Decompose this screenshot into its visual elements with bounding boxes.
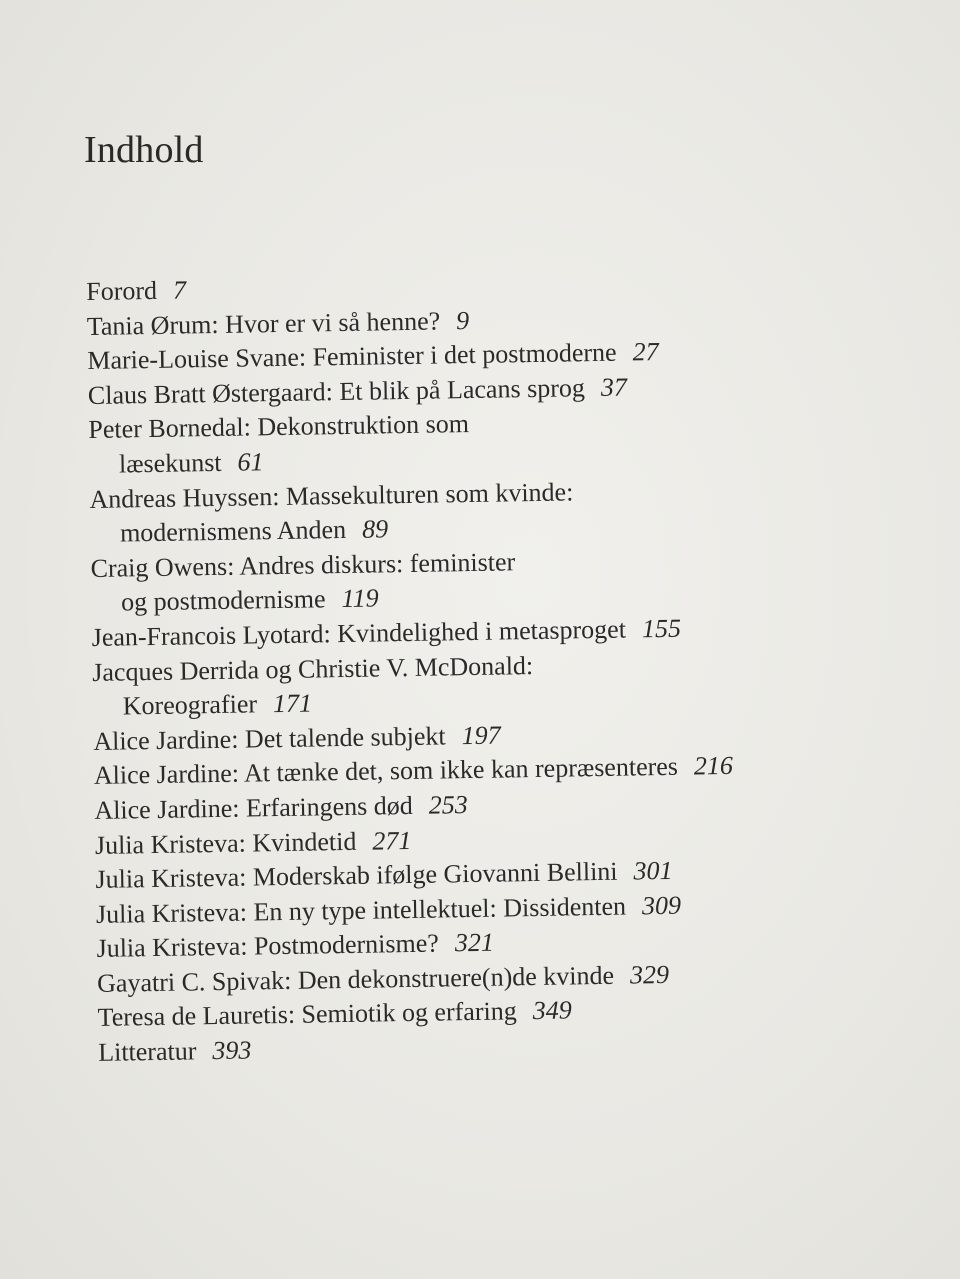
entry-page: 216 bbox=[693, 751, 734, 781]
entry-page: 37 bbox=[600, 372, 628, 402]
entry-title: Julia Kristeva: Postmodernisme? bbox=[96, 928, 440, 964]
entry-page: 197 bbox=[461, 720, 501, 750]
entry-page: 61 bbox=[237, 447, 264, 477]
entry-page: 171 bbox=[272, 688, 313, 719]
entry-title: Julia Kristeva: Kvindetid bbox=[94, 826, 357, 860]
entry-page: 7 bbox=[172, 275, 187, 305]
entry-title: Gayatri C. Spivak: Den dekonstruere(n)de kvinde bbox=[96, 960, 615, 998]
entry-title-cont: modernismens Anden bbox=[119, 515, 347, 548]
entry-title: Teresa de Lauretis: Semiotik og erfaring bbox=[97, 996, 517, 1033]
entry-title: Peter Bornedal: Dekonstruktion som bbox=[88, 409, 470, 445]
entry-title: Jacques Derrida og Christie V. McDonald: bbox=[92, 650, 534, 687]
entry-page: 393 bbox=[212, 1035, 252, 1066]
entry-page: 349 bbox=[532, 995, 572, 1026]
entry-page: 301 bbox=[633, 855, 673, 886]
entry-page: 89 bbox=[361, 514, 389, 544]
entry-page: 253 bbox=[428, 789, 468, 820]
entry-title: Julia Kristeva: Moderskab ifølge Giovanni Bellini bbox=[95, 856, 618, 895]
entry-title: Forord bbox=[86, 275, 158, 306]
entry-page: 119 bbox=[341, 583, 379, 614]
entry-title: Craig Owens: Andres diskurs: feminister bbox=[90, 547, 516, 583]
entry-title: Claus Bratt Østergaard: Et blik på Lacans sprog bbox=[87, 372, 586, 410]
entry-page: 9 bbox=[455, 305, 470, 335]
entry-page: 155 bbox=[641, 613, 682, 644]
toc-entry-huyssen bbox=[89, 470, 910, 552]
entry-title-cont: Koreografier bbox=[122, 689, 258, 721]
page-title: Indhold bbox=[84, 129, 204, 171]
toc-entry-derrida bbox=[92, 643, 913, 725]
entry-title: Julia Kristeva: En ny type intellektuel: Dissidenten bbox=[95, 891, 627, 929]
toc-entry-bornedal bbox=[88, 400, 909, 482]
entry-title: Tania Ørum: Hvor er vi så henne? bbox=[86, 306, 441, 341]
entry-title: Litteratur bbox=[97, 1036, 197, 1067]
entry-title: Alice Jardine: Erfaringens død bbox=[94, 790, 413, 825]
entry-title: Jean-Francois Lyotard: Kvindelighed i metasproget bbox=[91, 614, 627, 652]
entry-page: 309 bbox=[641, 890, 682, 921]
entry-page: 321 bbox=[454, 927, 495, 958]
entry-title: Marie-Louise Svane: Feminister i det postmoderne bbox=[87, 337, 617, 376]
entry-page: 271 bbox=[372, 825, 412, 856]
entry-title: Alice Jardine: At tænke det, som ikke kan repræsenteres bbox=[93, 752, 679, 791]
entry-title-cont: læsekunst bbox=[118, 447, 222, 479]
entry-page: 27 bbox=[632, 337, 659, 367]
toc-entry-owens bbox=[90, 539, 911, 621]
entry-title: Alice Jardine: Det talende subjekt bbox=[93, 721, 446, 756]
entry-title: Andreas Huyssen: Massekulturen som kvinde: bbox=[89, 476, 574, 514]
entry-title-cont: og postmodernisme bbox=[120, 584, 326, 617]
entry-page: 329 bbox=[629, 959, 670, 990]
table-of-contents bbox=[86, 262, 918, 1070]
